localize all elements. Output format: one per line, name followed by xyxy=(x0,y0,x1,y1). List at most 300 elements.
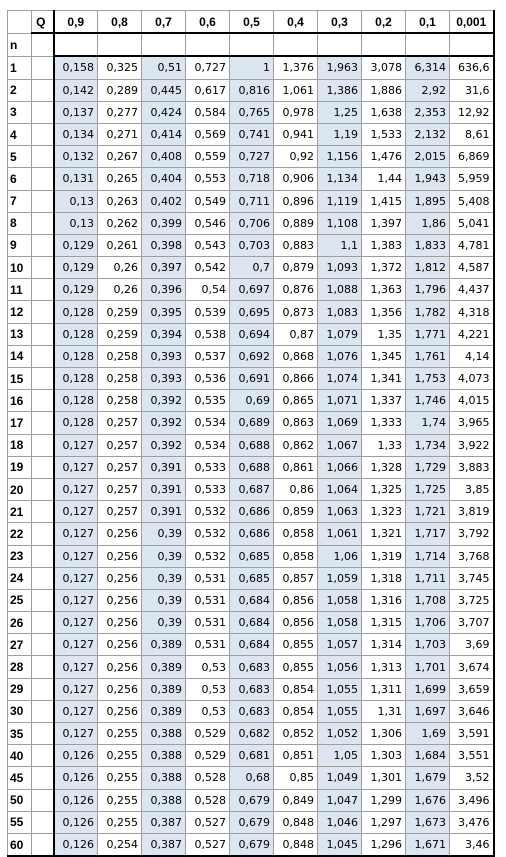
value-cell[interactable]: 0,861 xyxy=(274,456,318,478)
value-cell[interactable]: 5,041 xyxy=(450,212,494,234)
value-cell[interactable]: 0,854 xyxy=(274,678,318,700)
value-cell[interactable]: 0,39 xyxy=(142,545,186,567)
value-cell[interactable]: 0,857 xyxy=(274,567,318,589)
row-spacer-cell[interactable] xyxy=(32,434,54,456)
value-cell[interactable]: 0,128 xyxy=(54,368,98,390)
row-spacer-cell[interactable] xyxy=(32,723,54,745)
value-cell[interactable]: 1,297 xyxy=(362,811,406,833)
value-cell[interactable]: 0,856 xyxy=(274,612,318,634)
value-cell[interactable]: 0,388 xyxy=(142,723,186,745)
value-cell[interactable]: 1,323 xyxy=(362,501,406,523)
row-spacer-cell[interactable] xyxy=(32,56,54,79)
value-cell[interactable]: 0,256 xyxy=(98,523,142,545)
value-cell[interactable]: 0,257 xyxy=(98,478,142,500)
empty-cell[interactable] xyxy=(450,33,494,56)
value-cell[interactable]: 0,51 xyxy=(142,56,186,79)
value-cell[interactable]: 0,941 xyxy=(274,123,318,145)
row-n-label[interactable]: 14 xyxy=(8,345,32,367)
value-cell[interactable]: 0,685 xyxy=(230,567,274,589)
value-cell[interactable]: 0,127 xyxy=(54,589,98,611)
value-cell[interactable]: 0,851 xyxy=(274,745,318,767)
value-cell[interactable]: 1,064 xyxy=(318,478,362,500)
value-cell[interactable]: 0,53 xyxy=(186,678,230,700)
value-cell[interactable]: 1,074 xyxy=(318,368,362,390)
value-cell[interactable]: 0,127 xyxy=(54,656,98,678)
value-cell[interactable]: 1,047 xyxy=(318,789,362,811)
value-cell[interactable]: 1,796 xyxy=(406,279,450,301)
value-cell[interactable]: 0,158 xyxy=(54,56,98,79)
value-cell[interactable]: 0,389 xyxy=(142,634,186,656)
row-spacer-cell[interactable] xyxy=(32,634,54,656)
value-cell[interactable]: 4,015 xyxy=(450,390,494,412)
value-cell[interactable]: 1,061 xyxy=(274,79,318,101)
value-cell[interactable]: 3,883 xyxy=(450,456,494,478)
value-cell[interactable]: 0,85 xyxy=(274,767,318,789)
value-cell[interactable]: 1,306 xyxy=(362,723,406,745)
value-cell[interactable]: 1,341 xyxy=(362,368,406,390)
value-cell[interactable]: 1,35 xyxy=(362,323,406,345)
value-cell[interactable]: 0,617 xyxy=(186,79,230,101)
value-cell[interactable]: 0,92 xyxy=(274,146,318,168)
value-cell[interactable]: 1,046 xyxy=(318,811,362,833)
value-cell[interactable]: 0,255 xyxy=(98,745,142,767)
value-cell[interactable]: 0,13 xyxy=(54,190,98,212)
empty-cell[interactable] xyxy=(318,33,362,56)
column-header[interactable]: 0,9 xyxy=(54,11,98,34)
value-cell[interactable]: 0,54 xyxy=(186,279,230,301)
n-label[interactable]: n xyxy=(8,33,32,56)
value-cell[interactable]: 1,746 xyxy=(406,390,450,412)
row-n-label[interactable]: 12 xyxy=(8,301,32,323)
value-cell[interactable]: 1,69 xyxy=(406,723,450,745)
value-cell[interactable]: 0,389 xyxy=(142,678,186,700)
value-cell[interactable]: 4,073 xyxy=(450,368,494,390)
value-cell[interactable]: 2,353 xyxy=(406,101,450,123)
value-cell[interactable]: 0,256 xyxy=(98,700,142,722)
value-cell[interactable]: 31,6 xyxy=(450,79,494,101)
row-n-label[interactable]: 26 xyxy=(8,612,32,634)
value-cell[interactable]: 3,725 xyxy=(450,589,494,611)
value-cell[interactable]: 0,265 xyxy=(98,168,142,190)
row-n-label[interactable]: 11 xyxy=(8,279,32,301)
value-cell[interactable]: 0,549 xyxy=(186,190,230,212)
value-cell[interactable]: 0,536 xyxy=(186,368,230,390)
value-cell[interactable]: 0,685 xyxy=(230,545,274,567)
value-cell[interactable]: 0,533 xyxy=(186,478,230,500)
value-cell[interactable]: 3,078 xyxy=(362,56,406,79)
value-cell[interactable]: 0,263 xyxy=(98,190,142,212)
value-cell[interactable]: 0,686 xyxy=(230,523,274,545)
value-cell[interactable]: 1,638 xyxy=(362,101,406,123)
value-cell[interactable]: 1,725 xyxy=(406,478,450,500)
value-cell[interactable]: 0,687 xyxy=(230,478,274,500)
value-cell[interactable]: 1,055 xyxy=(318,700,362,722)
value-cell[interactable]: 0,683 xyxy=(230,700,274,722)
value-cell[interactable]: 0,697 xyxy=(230,279,274,301)
row-spacer-cell[interactable] xyxy=(32,123,54,145)
value-cell[interactable]: 0,741 xyxy=(230,123,274,145)
value-cell[interactable]: 0,134 xyxy=(54,123,98,145)
value-cell[interactable]: 0,534 xyxy=(186,434,230,456)
row-n-label[interactable]: 18 xyxy=(8,434,32,456)
value-cell[interactable]: 4,318 xyxy=(450,301,494,323)
value-cell[interactable]: 0,765 xyxy=(230,101,274,123)
value-cell[interactable]: 1,05 xyxy=(318,745,362,767)
value-cell[interactable]: 0,26 xyxy=(98,257,142,279)
value-cell[interactable]: 1,31 xyxy=(362,700,406,722)
value-cell[interactable]: 0,68 xyxy=(230,767,274,789)
value-cell[interactable]: 0,404 xyxy=(142,168,186,190)
value-cell[interactable]: 0,267 xyxy=(98,146,142,168)
value-cell[interactable]: 0,538 xyxy=(186,323,230,345)
value-cell[interactable]: 8,61 xyxy=(450,123,494,145)
value-cell[interactable]: 3,659 xyxy=(450,678,494,700)
value-cell[interactable]: 1,74 xyxy=(406,412,450,434)
value-cell[interactable]: 0,137 xyxy=(54,101,98,123)
value-cell[interactable]: 3,768 xyxy=(450,545,494,567)
row-spacer-cell[interactable] xyxy=(32,190,54,212)
value-cell[interactable]: 0,128 xyxy=(54,345,98,367)
value-cell[interactable]: 0,679 xyxy=(230,833,274,856)
value-cell[interactable]: 1,045 xyxy=(318,833,362,856)
empty-cell[interactable] xyxy=(142,33,186,56)
value-cell[interactable]: 1,303 xyxy=(362,745,406,767)
value-cell[interactable]: 0,711 xyxy=(230,190,274,212)
value-cell[interactable]: 3,745 xyxy=(450,567,494,589)
value-cell[interactable]: 0,858 xyxy=(274,545,318,567)
row-spacer-cell[interactable] xyxy=(32,390,54,412)
row-spacer-cell[interactable] xyxy=(32,412,54,434)
row-spacer-cell[interactable] xyxy=(32,478,54,500)
value-cell[interactable]: 0,684 xyxy=(230,634,274,656)
value-cell[interactable]: 0,277 xyxy=(98,101,142,123)
value-cell[interactable]: 3,922 xyxy=(450,434,494,456)
value-cell[interactable]: 1,063 xyxy=(318,501,362,523)
value-cell[interactable]: 1,397 xyxy=(362,212,406,234)
value-cell[interactable]: 0,889 xyxy=(274,212,318,234)
value-cell[interactable]: 1,895 xyxy=(406,190,450,212)
row-n-label[interactable]: 4 xyxy=(8,123,32,145)
row-spacer-cell[interactable] xyxy=(32,767,54,789)
value-cell[interactable]: 0,389 xyxy=(142,700,186,722)
value-cell[interactable]: 0,859 xyxy=(274,501,318,523)
value-cell[interactable]: 3,591 xyxy=(450,723,494,745)
row-spacer-cell[interactable] xyxy=(32,79,54,101)
value-cell[interactable]: 0,528 xyxy=(186,789,230,811)
row-n-label[interactable]: 5 xyxy=(8,146,32,168)
value-cell[interactable]: 0,261 xyxy=(98,234,142,256)
value-cell[interactable]: 0,129 xyxy=(54,279,98,301)
value-cell[interactable]: 1,318 xyxy=(362,567,406,589)
value-cell[interactable]: 0,255 xyxy=(98,767,142,789)
empty-cell[interactable] xyxy=(98,33,142,56)
value-cell[interactable]: 0,26 xyxy=(98,279,142,301)
value-cell[interactable]: 0,873 xyxy=(274,301,318,323)
column-header[interactable]: 0,7 xyxy=(142,11,186,34)
value-cell[interactable]: 1,673 xyxy=(406,811,450,833)
value-cell[interactable]: 5,408 xyxy=(450,190,494,212)
value-cell[interactable]: 0,978 xyxy=(274,101,318,123)
value-cell[interactable]: 0,865 xyxy=(274,390,318,412)
value-cell[interactable]: 0,289 xyxy=(98,79,142,101)
value-cell[interactable]: 3,551 xyxy=(450,745,494,767)
value-cell[interactable]: 1,33 xyxy=(362,434,406,456)
value-cell[interactable]: 0,391 xyxy=(142,501,186,523)
value-cell[interactable]: 0,127 xyxy=(54,545,98,567)
value-cell[interactable]: 0,39 xyxy=(142,612,186,634)
value-cell[interactable]: 1,076 xyxy=(318,345,362,367)
value-cell[interactable]: 1,415 xyxy=(362,190,406,212)
value-cell[interactable]: 0,683 xyxy=(230,678,274,700)
value-cell[interactable]: 636,6 xyxy=(450,56,494,79)
value-cell[interactable]: 0,539 xyxy=(186,301,230,323)
value-cell[interactable]: 0,53 xyxy=(186,700,230,722)
value-cell[interactable]: 0,681 xyxy=(230,745,274,767)
value-cell[interactable]: 1,833 xyxy=(406,234,450,256)
value-cell[interactable]: 1,049 xyxy=(318,767,362,789)
row-spacer-cell[interactable] xyxy=(32,656,54,678)
value-cell[interactable]: 0,727 xyxy=(230,146,274,168)
value-cell[interactable]: 1,321 xyxy=(362,523,406,545)
row-spacer-cell[interactable] xyxy=(32,301,54,323)
column-header[interactable]: 0,1 xyxy=(406,11,450,34)
value-cell[interactable]: 1,311 xyxy=(362,678,406,700)
value-cell[interactable]: 1,963 xyxy=(318,56,362,79)
value-cell[interactable]: 1,943 xyxy=(406,168,450,190)
value-cell[interactable]: 0,679 xyxy=(230,789,274,811)
empty-cell[interactable] xyxy=(274,33,318,56)
value-cell[interactable]: 1,119 xyxy=(318,190,362,212)
value-cell[interactable]: 0,703 xyxy=(230,234,274,256)
value-cell[interactable]: 0,259 xyxy=(98,323,142,345)
q-label[interactable]: Q xyxy=(32,11,54,34)
value-cell[interactable]: 0,257 xyxy=(98,456,142,478)
value-cell[interactable]: 0,254 xyxy=(98,833,142,856)
row-spacer-cell[interactable] xyxy=(32,345,54,367)
value-cell[interactable]: 0,7 xyxy=(230,257,274,279)
value-cell[interactable]: 0,694 xyxy=(230,323,274,345)
value-cell[interactable]: 0,256 xyxy=(98,545,142,567)
value-cell[interactable]: 0,127 xyxy=(54,456,98,478)
value-cell[interactable]: 1,296 xyxy=(362,833,406,856)
value-cell[interactable]: 1,721 xyxy=(406,501,450,523)
row-n-label[interactable]: 22 xyxy=(8,523,32,545)
row-n-label[interactable]: 9 xyxy=(8,234,32,256)
value-cell[interactable]: 0,858 xyxy=(274,523,318,545)
value-cell[interactable]: 0,683 xyxy=(230,656,274,678)
value-cell[interactable]: 1,886 xyxy=(362,79,406,101)
value-cell[interactable]: 0,388 xyxy=(142,745,186,767)
value-cell[interactable]: 0,256 xyxy=(98,612,142,634)
value-cell[interactable]: 1,386 xyxy=(318,79,362,101)
value-cell[interactable]: 1,313 xyxy=(362,656,406,678)
value-cell[interactable]: 0,257 xyxy=(98,434,142,456)
column-header[interactable]: 0,6 xyxy=(186,11,230,34)
value-cell[interactable]: 0,542 xyxy=(186,257,230,279)
value-cell[interactable]: 4,781 xyxy=(450,234,494,256)
value-cell[interactable]: 3,965 xyxy=(450,412,494,434)
value-cell[interactable]: 3,792 xyxy=(450,523,494,545)
value-cell[interactable]: 1,729 xyxy=(406,456,450,478)
value-cell[interactable]: 0,527 xyxy=(186,833,230,856)
value-cell[interactable]: 6,869 xyxy=(450,146,494,168)
value-cell[interactable]: 0,879 xyxy=(274,257,318,279)
value-cell[interactable]: 0,688 xyxy=(230,456,274,478)
value-cell[interactable]: 0,129 xyxy=(54,234,98,256)
column-header[interactable]: 0,3 xyxy=(318,11,362,34)
value-cell[interactable]: 4,587 xyxy=(450,257,494,279)
value-cell[interactable]: 1,134 xyxy=(318,168,362,190)
row-spacer-cell[interactable] xyxy=(32,567,54,589)
value-cell[interactable]: 0,256 xyxy=(98,634,142,656)
value-cell[interactable]: 1,108 xyxy=(318,212,362,234)
value-cell[interactable]: 0,394 xyxy=(142,323,186,345)
value-cell[interactable]: 0,142 xyxy=(54,79,98,101)
value-cell[interactable]: 0,69 xyxy=(230,390,274,412)
value-cell[interactable]: 3,46 xyxy=(450,833,494,856)
value-cell[interactable]: 1,711 xyxy=(406,567,450,589)
value-cell[interactable]: 0,559 xyxy=(186,146,230,168)
value-cell[interactable]: 1,1 xyxy=(318,234,362,256)
value-cell[interactable]: 1,533 xyxy=(362,123,406,145)
value-cell[interactable]: 0,816 xyxy=(230,79,274,101)
row-spacer-cell[interactable] xyxy=(32,589,54,611)
value-cell[interactable]: 1,771 xyxy=(406,323,450,345)
value-cell[interactable]: 0,848 xyxy=(274,833,318,856)
row-n-label[interactable]: 15 xyxy=(8,368,32,390)
value-cell[interactable]: 1,079 xyxy=(318,323,362,345)
value-cell[interactable]: 1,717 xyxy=(406,523,450,545)
corner-cell[interactable] xyxy=(8,11,32,34)
value-cell[interactable]: 1,671 xyxy=(406,833,450,856)
value-cell[interactable]: 0,691 xyxy=(230,368,274,390)
value-cell[interactable]: 5,959 xyxy=(450,168,494,190)
value-cell[interactable]: 0,854 xyxy=(274,700,318,722)
value-cell[interactable]: 0,86 xyxy=(274,478,318,500)
value-cell[interactable]: 0,256 xyxy=(98,656,142,678)
row-n-label[interactable]: 55 xyxy=(8,811,32,833)
row-n-label[interactable]: 23 xyxy=(8,545,32,567)
value-cell[interactable]: 0,127 xyxy=(54,434,98,456)
value-cell[interactable]: 1,356 xyxy=(362,301,406,323)
row-n-label[interactable]: 24 xyxy=(8,567,32,589)
value-cell[interactable]: 1,476 xyxy=(362,146,406,168)
value-cell[interactable]: 0,682 xyxy=(230,723,274,745)
value-cell[interactable]: 0,689 xyxy=(230,412,274,434)
value-cell[interactable]: 1,376 xyxy=(274,56,318,79)
value-cell[interactable]: 4,14 xyxy=(450,345,494,367)
value-cell[interactable]: 0,396 xyxy=(142,279,186,301)
value-cell[interactable]: 0,866 xyxy=(274,368,318,390)
row-n-label[interactable]: 29 xyxy=(8,678,32,700)
value-cell[interactable]: 0,391 xyxy=(142,478,186,500)
value-cell[interactable]: 1,056 xyxy=(318,656,362,678)
value-cell[interactable]: 1,25 xyxy=(318,101,362,123)
value-cell[interactable]: 0,127 xyxy=(54,478,98,500)
value-cell[interactable]: 2,132 xyxy=(406,123,450,145)
value-cell[interactable]: 1,86 xyxy=(406,212,450,234)
value-cell[interactable]: 1,701 xyxy=(406,656,450,678)
value-cell[interactable]: 0,127 xyxy=(54,523,98,545)
value-cell[interactable]: 0,532 xyxy=(186,523,230,545)
value-cell[interactable]: 0,531 xyxy=(186,589,230,611)
value-cell[interactable]: 3,85 xyxy=(450,478,494,500)
empty-cell[interactable] xyxy=(54,33,98,56)
value-cell[interactable]: 0,392 xyxy=(142,412,186,434)
row-spacer-cell[interactable] xyxy=(32,234,54,256)
row-n-label[interactable]: 35 xyxy=(8,723,32,745)
row-spacer-cell[interactable] xyxy=(32,700,54,722)
value-cell[interactable]: 0,127 xyxy=(54,634,98,656)
value-cell[interactable]: 1,363 xyxy=(362,279,406,301)
value-cell[interactable]: 0,706 xyxy=(230,212,274,234)
row-spacer-cell[interactable] xyxy=(32,745,54,767)
value-cell[interactable]: 1,067 xyxy=(318,434,362,456)
value-cell[interactable]: 0,876 xyxy=(274,279,318,301)
value-cell[interactable]: 0,126 xyxy=(54,811,98,833)
value-cell[interactable]: 0,53 xyxy=(186,656,230,678)
value-cell[interactable]: 0,126 xyxy=(54,767,98,789)
value-cell[interactable]: 0,686 xyxy=(230,501,274,523)
value-cell[interactable]: 0,534 xyxy=(186,412,230,434)
value-cell[interactable]: 1,708 xyxy=(406,589,450,611)
value-cell[interactable]: 0,535 xyxy=(186,390,230,412)
row-n-label[interactable]: 19 xyxy=(8,456,32,478)
row-n-label[interactable]: 25 xyxy=(8,589,32,611)
row-n-label[interactable]: 16 xyxy=(8,390,32,412)
row-n-label[interactable]: 60 xyxy=(8,833,32,856)
value-cell[interactable]: 1,714 xyxy=(406,545,450,567)
value-cell[interactable]: 1,44 xyxy=(362,168,406,190)
empty-cell[interactable] xyxy=(230,33,274,56)
value-cell[interactable]: 3,819 xyxy=(450,501,494,523)
value-cell[interactable]: 0,126 xyxy=(54,789,98,811)
value-cell[interactable]: 1,058 xyxy=(318,589,362,611)
row-n-label[interactable]: 1 xyxy=(8,56,32,79)
value-cell[interactable]: 0,533 xyxy=(186,456,230,478)
value-cell[interactable]: 1,06 xyxy=(318,545,362,567)
n-spacer-cell[interactable] xyxy=(32,33,54,56)
value-cell[interactable]: 0,259 xyxy=(98,301,142,323)
row-n-label[interactable]: 27 xyxy=(8,634,32,656)
row-n-label[interactable]: 40 xyxy=(8,745,32,767)
value-cell[interactable]: 0,849 xyxy=(274,789,318,811)
value-cell[interactable]: 1,703 xyxy=(406,634,450,656)
value-cell[interactable]: 1,083 xyxy=(318,301,362,323)
value-cell[interactable]: 0,855 xyxy=(274,634,318,656)
value-cell[interactable]: 1,316 xyxy=(362,589,406,611)
row-spacer-cell[interactable] xyxy=(32,101,54,123)
value-cell[interactable]: 3,69 xyxy=(450,634,494,656)
value-cell[interactable]: 3,707 xyxy=(450,612,494,634)
value-cell[interactable]: 0,257 xyxy=(98,501,142,523)
value-cell[interactable]: 1,328 xyxy=(362,456,406,478)
value-cell[interactable]: 0,87 xyxy=(274,323,318,345)
value-cell[interactable]: 2,92 xyxy=(406,79,450,101)
value-cell[interactable]: 0,127 xyxy=(54,723,98,745)
value-cell[interactable]: 0,679 xyxy=(230,811,274,833)
value-cell[interactable]: 6,314 xyxy=(406,56,450,79)
row-n-label[interactable]: 6 xyxy=(8,168,32,190)
value-cell[interactable]: 0,531 xyxy=(186,612,230,634)
column-header[interactable]: 0,5 xyxy=(230,11,274,34)
value-cell[interactable]: 0,531 xyxy=(186,634,230,656)
value-cell[interactable]: 0,695 xyxy=(230,301,274,323)
value-cell[interactable]: 0,863 xyxy=(274,412,318,434)
row-spacer-cell[interactable] xyxy=(32,212,54,234)
value-cell[interactable]: 0,127 xyxy=(54,678,98,700)
row-spacer-cell[interactable] xyxy=(32,279,54,301)
